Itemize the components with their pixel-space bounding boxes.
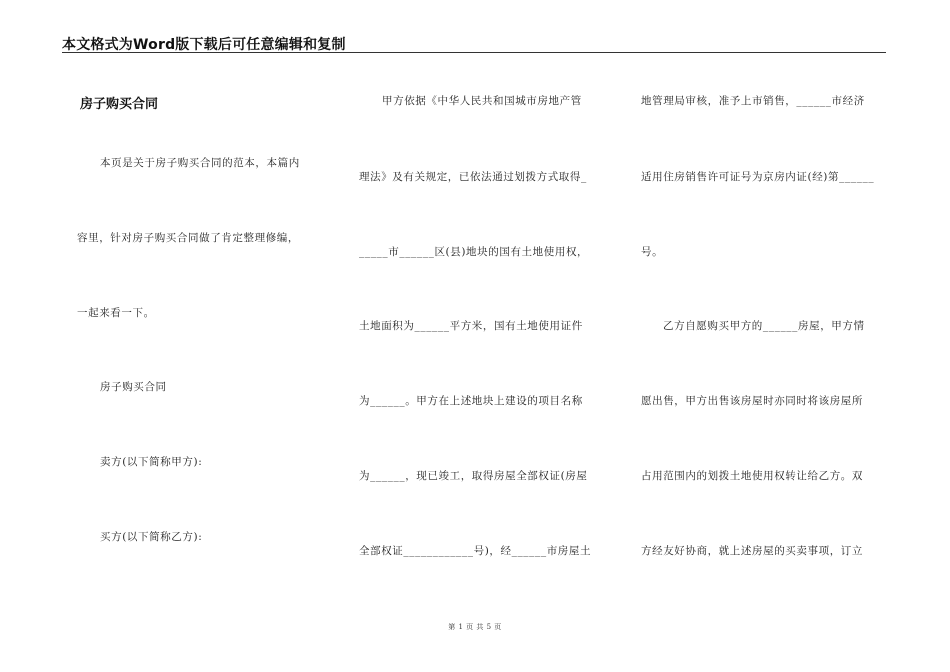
paragraph-line: 愿出售，甲方出售该房屋时亦同时将该房屋所 — [641, 395, 863, 407]
paragraph-line: 为______，现已竣工，取得房屋全部权证(房屋 — [359, 470, 588, 482]
paragraph-line: 土地面积为______平方米，国有土地使用证件 — [359, 320, 583, 332]
paragraph-line: 容里，针对房子购买合同做了肯定整理修编， — [77, 232, 299, 244]
document-title: 房子购买合同 — [80, 97, 159, 112]
paragraph-line: 地管理局审核，准予上市销售，______市经济 — [641, 95, 865, 107]
paragraph-line: 方经友好协商，就上述房屋的买卖事项，订立 — [641, 545, 863, 557]
paragraph-line: 乙方自愿购买甲方的______房屋，甲方情 — [663, 320, 865, 332]
paragraph-line: 为______。甲方在上述地块上建设的项目名称 — [359, 395, 583, 407]
header-divider — [62, 52, 886, 53]
paragraph-line: 理法》及有关规定，已依法通过划拨方式取得_ — [359, 171, 587, 183]
paragraph-line: 号。 — [641, 246, 664, 258]
paragraph-line: 全部权证____________号)，经______市房屋土 — [359, 545, 592, 557]
paragraph-line: _____市______区(县)地块的国有土地使用权， — [359, 246, 589, 258]
contract-heading: 房子购买合同 — [100, 381, 167, 393]
paragraph-line: 本页是关于房子购买合同的范本，本篇内 — [100, 157, 300, 169]
paragraph-line: 一起来看一下。 — [77, 307, 155, 319]
document-header: 本文格式为Word版下载后可任意编辑和复制 — [62, 37, 346, 53]
paragraph-line: 占用范围内的划拨土地使用权转让给乙方。双 — [641, 470, 863, 482]
paragraph-line: 甲方依据《中华人民共和国城市房地产管 — [382, 95, 582, 107]
buyer-line: 买方(以下简称乙方): — [100, 531, 203, 543]
page-number: 第 1 页 共 5 页 — [448, 623, 502, 631]
seller-line: 卖方(以下简称甲方): — [100, 456, 203, 468]
paragraph-line: 适用住房销售许可证号为京房内证(经)第______ — [641, 171, 875, 183]
